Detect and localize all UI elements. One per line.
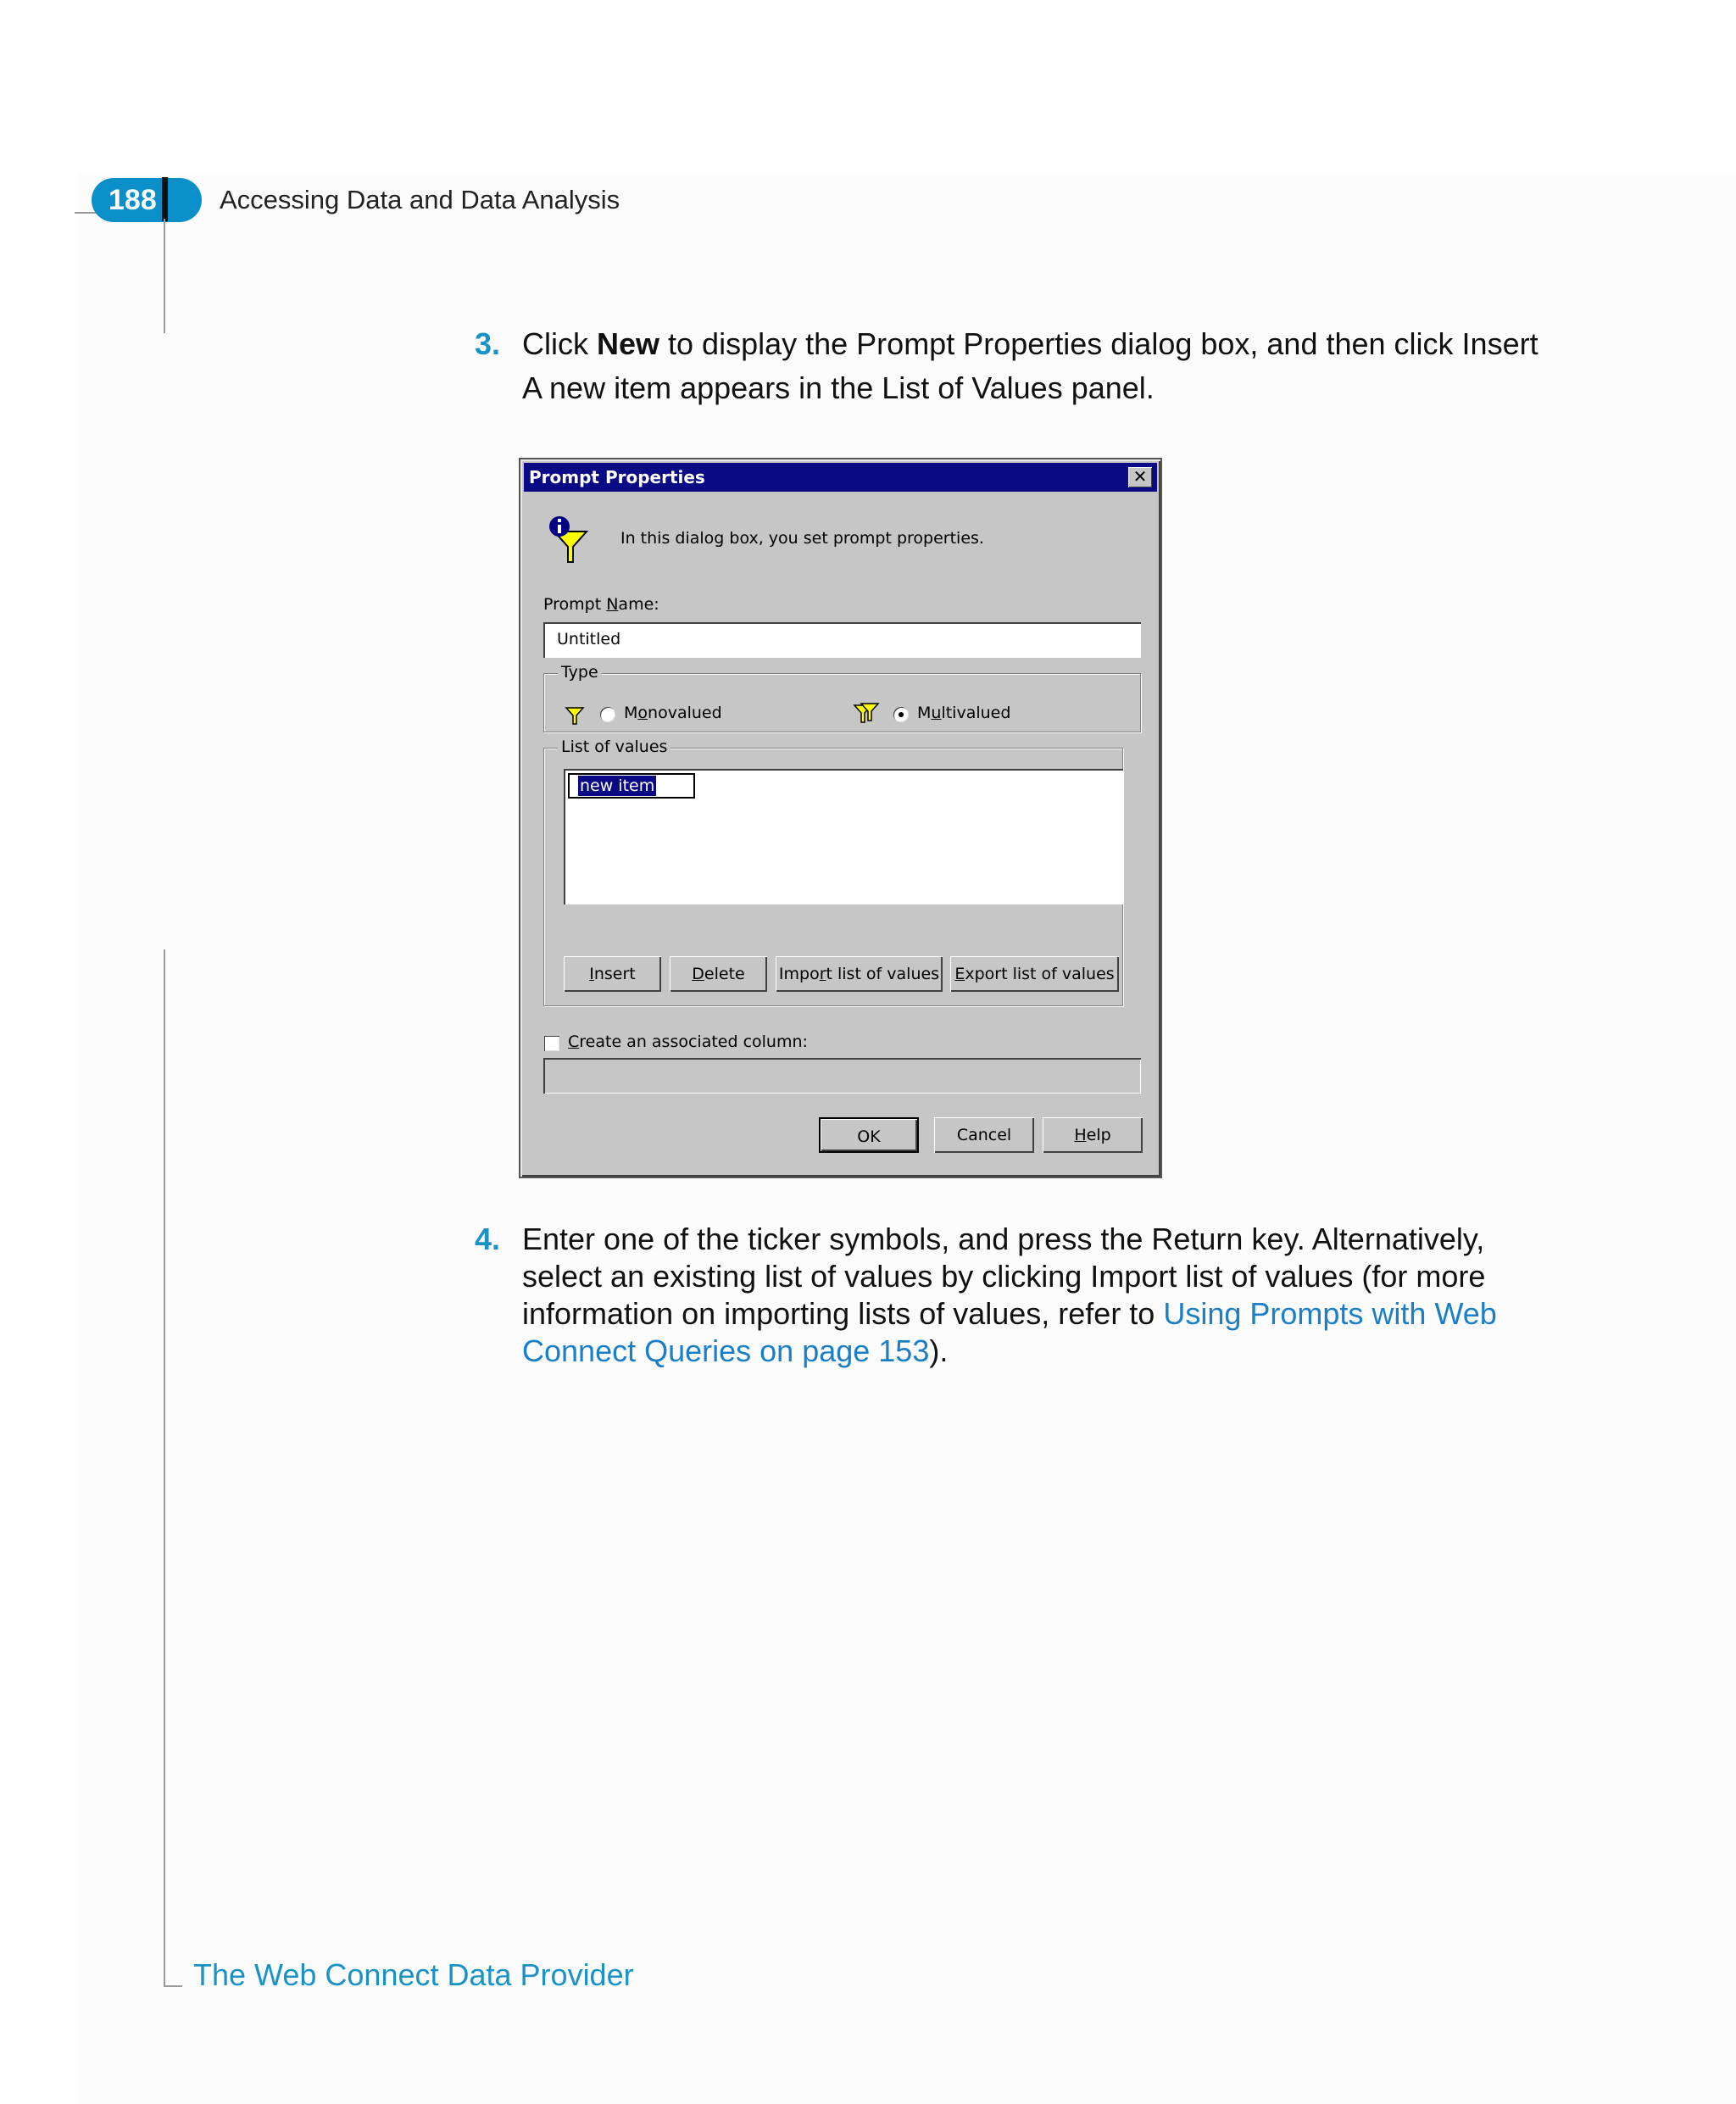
multivalued-radio[interactable] (893, 707, 909, 722)
multivalued-label[interactable] (917, 704, 1010, 722)
page-number-divider (162, 177, 168, 221)
access-key: H (1074, 1126, 1087, 1144)
step-text-line: select an existing list of values by clicking Import list of values (for more (522, 1259, 1486, 1294)
step-number: 3. (475, 326, 501, 361)
footer-section-title: The Web Connect Data Provider (193, 1957, 634, 1992)
type-group (543, 663, 1141, 732)
help-button[interactable] (1043, 1117, 1143, 1153)
access-key: D (692, 965, 704, 983)
delete-button[interactable] (670, 956, 767, 992)
step-text-line (522, 1295, 1616, 1333)
access-key: C (568, 1033, 580, 1051)
margin-rule-bottom (164, 949, 165, 1987)
radio-selected-dot (899, 712, 904, 717)
step-text (522, 326, 1616, 407)
button-label-part: nsert (593, 965, 636, 983)
prompt-name-label (543, 595, 659, 614)
label-part: M (624, 704, 638, 722)
close-button[interactable] (1128, 467, 1152, 487)
type-legend: Type (558, 662, 602, 682)
step-bold-term: New (597, 326, 660, 361)
prompt-properties-dialog (519, 458, 1162, 1178)
step-text-part: information on importing lists of values, refer to (522, 1296, 1164, 1331)
step-text-line: A new item appears in the List of Values panel. (522, 370, 1155, 405)
label-part: Prompt (543, 595, 607, 614)
access-key: r (819, 965, 826, 983)
multivalued-filter-icon (853, 702, 880, 726)
label-part: reate an associated column: (579, 1033, 808, 1051)
step-text-part: to display the Prompt Properties dialog box, and then click Insert (659, 326, 1538, 361)
button-label-part: t list of values (826, 965, 940, 983)
dialog-title: Prompt Properties (529, 467, 705, 487)
step-text-part: ). (929, 1333, 949, 1368)
label-part: M (917, 704, 932, 722)
chapter-title: Accessing Data and Data Analysis (220, 185, 620, 214)
prompt-name-input[interactable]: Untitled (543, 622, 1141, 658)
step-text-part: Click (522, 326, 597, 361)
ok-button[interactable]: OK (819, 1117, 919, 1153)
associated-column-input (543, 1058, 1141, 1094)
button-label-part: elp (1086, 1126, 1111, 1144)
monovalued-filter-icon (565, 705, 585, 726)
monovalued-label[interactable] (624, 704, 722, 722)
close-icon: ✕ (1132, 466, 1148, 487)
export-list-of-values-button[interactable] (950, 956, 1119, 992)
step-text (522, 1221, 1616, 1370)
label-part: ltivalued (941, 704, 1011, 722)
button-label-part: xport list of values (965, 965, 1115, 983)
dialog-intro-text: In this dialog box, you set prompt properties. (620, 529, 984, 548)
access-key: N (606, 595, 619, 614)
page-number: 188 (108, 184, 157, 216)
insert-button[interactable] (564, 956, 661, 992)
monovalued-radio[interactable] (600, 707, 615, 722)
button-label-part: elete (704, 965, 745, 983)
step-text-line: Enter one of the ticker symbols, and press the Return key. Alternatively, (522, 1222, 1485, 1256)
step-number: 4. (475, 1222, 501, 1256)
label-part: ame: (618, 595, 659, 614)
footer-rule (164, 1985, 182, 1987)
access-key: u (931, 704, 942, 722)
access-key: E (954, 965, 965, 983)
cross-reference-link[interactable]: Using Prompts with Web (1163, 1296, 1497, 1331)
step-text-line (522, 1333, 1616, 1370)
margin-rule-top (164, 219, 165, 333)
list-item-editor[interactable] (568, 773, 695, 799)
info-filter-icon (546, 515, 590, 565)
list-item-text[interactable]: new item (580, 776, 655, 795)
list-of-values-legend: List of values (558, 737, 670, 757)
access-key: o (637, 704, 648, 722)
dialog-titlebar[interactable] (524, 463, 1157, 492)
create-associated-column-checkbox[interactable] (544, 1036, 559, 1051)
cancel-button[interactable]: Cancel (934, 1117, 1034, 1153)
button-label-part: Impo (778, 965, 820, 983)
label-part: novalued (648, 704, 722, 722)
access-key: I (589, 965, 594, 983)
import-list-of-values-button[interactable] (776, 956, 943, 992)
create-associated-column-label[interactable] (568, 1033, 808, 1051)
cross-reference-link[interactable]: Connect Queries on page 153 (522, 1333, 930, 1368)
